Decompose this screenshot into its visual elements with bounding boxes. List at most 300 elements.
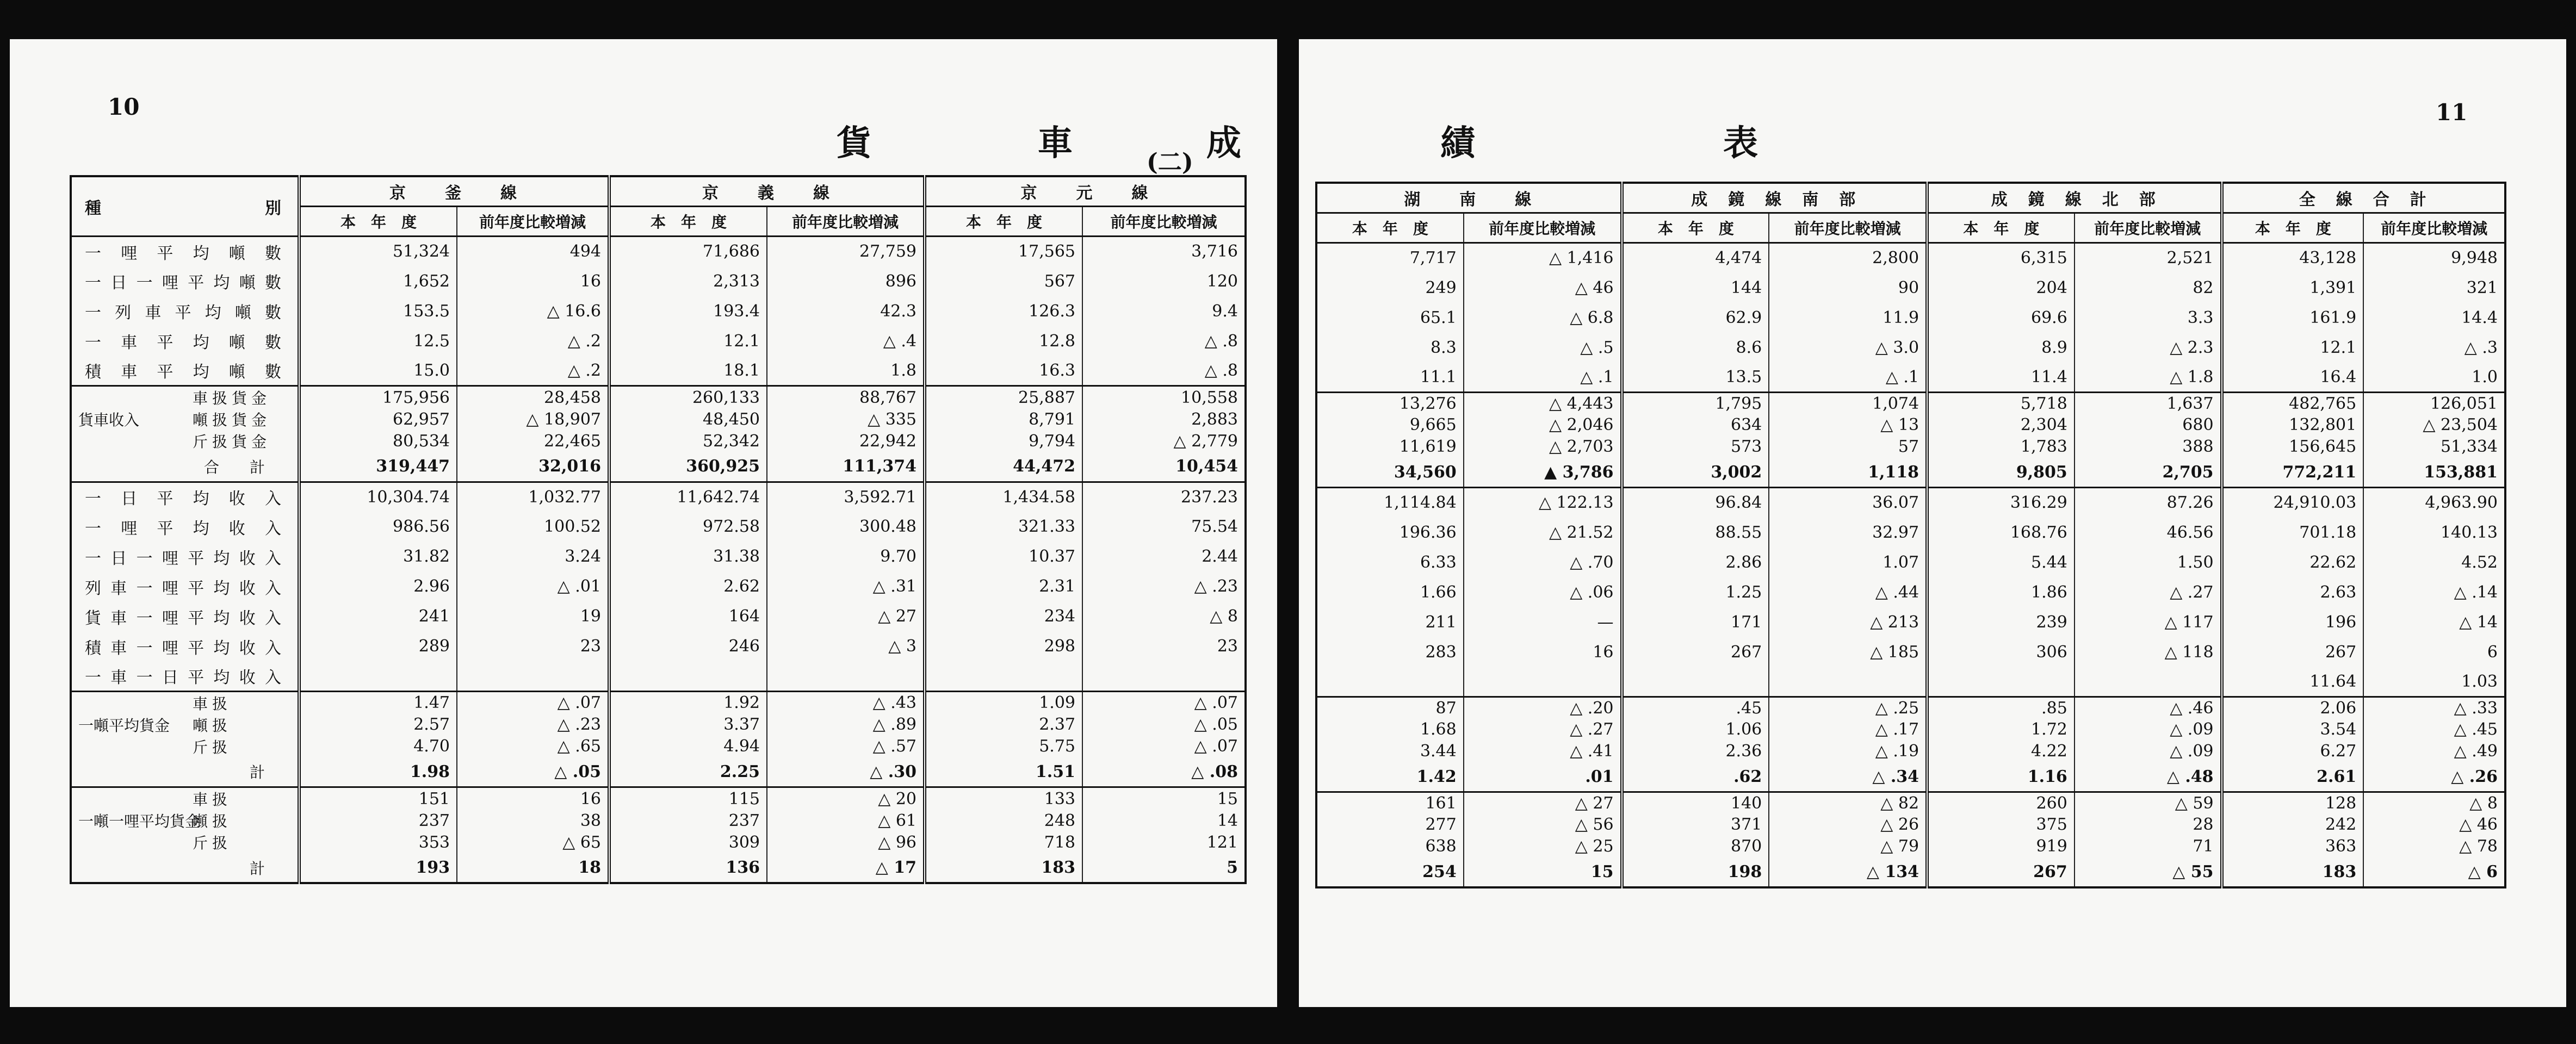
table-cell: 306 [1927,637,2075,667]
table-cell: 80,534 [299,430,457,452]
table-cell: 16.4 [2222,363,2364,393]
table-cell: 12.5 [299,326,457,356]
col-compare: 前年度比較増減 [457,207,609,237]
table-row [71,810,1246,831]
table-cell: 22.62 [2222,548,2364,577]
table-cell: △ 8 [2363,792,2505,814]
table-cell: ▲ 3,786 [1464,458,1622,488]
table-cell: 267 [1622,637,1769,667]
row-label: 一 哩 平 均 收 入 [71,512,299,542]
table-cell: 4.22 [1927,741,2075,762]
table-cell: 196 [2222,607,2364,637]
table-cell: .85 [1927,697,2075,719]
table-cell: 1,637 [2075,393,2222,414]
total-label: 計 [71,757,299,787]
table-cell: 14 [1082,810,1246,831]
table-cell: 1.07 [1769,548,1927,577]
table-cell: 919 [1927,836,2075,857]
table-cell: △ .5 [1464,333,1622,363]
table-cell: △ 65 [457,831,609,853]
right-table [1315,182,2506,888]
table-cell: △ .27 [2075,577,2222,607]
total-row [1316,762,2505,792]
table-cell: 19 [457,601,609,631]
table-cell: △ .27 [1464,719,1622,741]
table-cell: 283 [1316,637,1464,667]
table-cell: 1,434.58 [925,482,1082,512]
table-cell: △ .34 [1769,762,1927,792]
table-cell: 16 [1464,637,1622,667]
table-cell: 8.9 [1927,333,2075,363]
table-cell: 319,447 [299,452,457,482]
table-cell: △ 1.8 [2075,363,2222,393]
table-row [1316,273,2505,303]
line-kankyo-south: 成 鏡 線 南 部 [1622,183,1928,213]
table-cell: △ .48 [2075,762,2222,792]
table-cell: 2,304 [1927,414,2075,436]
table-cell: 1.25 [1622,577,1769,607]
table-cell: 17,565 [925,237,1082,266]
table-cell: △ 18,907 [457,408,609,430]
table-cell: 360,925 [609,452,767,482]
table-cell: △ .17 [1769,719,1927,741]
table-cell: 4,963.90 [2363,488,2505,518]
table-cell: 151 [299,787,457,810]
table-cell: 28 [2075,814,2222,836]
table-cell: △ .57 [767,736,925,757]
table-cell: 11.1 [1316,363,1464,393]
table-cell: 44,472 [925,452,1082,482]
table-cell: △ 335 [767,408,925,430]
table-cell: 2.57 [299,714,457,736]
table-cell: △ .23 [457,714,609,736]
line-konan: 湖 南 線 [1316,183,1622,213]
table-cell: 87 [1316,697,1464,719]
table-cell: △ 27 [1464,792,1622,814]
kind-header: 種 別 [71,176,299,237]
table-cell: 111,374 [767,452,925,482]
table-cell: 204 [1927,273,2075,303]
table-cell: △ .41 [1464,741,1622,762]
table-cell [609,661,767,691]
row-label [71,430,299,452]
table-cell: 13.5 [1622,363,1769,393]
col-this-year: 本 年 度 [1316,213,1464,243]
table-cell: △ 3.0 [1769,333,1927,363]
table-cell: 267 [1927,857,2075,887]
table-row [1316,667,2505,697]
table-cell: △ .1 [1769,363,1927,393]
table-cell: 1,391 [2222,273,2364,303]
table-cell: △ .4 [767,326,925,356]
table-cell: 43,128 [2222,243,2364,273]
table-cell: 168.76 [1927,518,2075,548]
table-row [1316,577,2505,607]
table-cell: 1.51 [925,757,1082,787]
table-cell: 634 [1622,414,1769,436]
left-page [10,39,1277,1007]
table-row [1316,814,2505,836]
table-cell: 1.09 [925,691,1082,714]
table-cell: 8,791 [925,408,1082,430]
table-cell: 16 [457,266,609,296]
table-cell: 986.56 [299,512,457,542]
table-cell: 175,956 [299,386,457,409]
table-cell: 13,276 [1316,393,1464,414]
row-label [71,691,299,714]
table-cell: 9,794 [925,430,1082,452]
table-cell: △ .70 [1464,548,1622,577]
table-cell: △ 6 [2363,857,2505,887]
row-label [71,736,299,757]
table-cell: 62.9 [1622,303,1769,333]
table-cell: △ .2 [457,356,609,386]
sub-label: 車扱貨金 [193,389,271,407]
table-cell: 3.3 [2075,303,2222,333]
table-cell: △ .08 [1082,757,1246,787]
table-cell: 289 [299,631,457,661]
table-cell: △ .33 [2363,697,2505,719]
table-cell: 11.9 [1769,303,1927,333]
table-cell: 254 [1316,857,1464,887]
table-cell: 321.33 [925,512,1082,542]
table-cell: 11,619 [1316,436,1464,458]
table-cell: 8.3 [1316,333,1464,363]
table-cell: 267 [2222,637,2364,667]
table-cell: △ .49 [2363,741,2505,762]
table-cell: △ 134 [1769,857,1927,887]
table-cell: 249 [1316,273,1464,303]
table-cell: 3.24 [457,542,609,571]
row-label [71,386,299,409]
table-cell: △ .46 [2075,697,2222,719]
table-cell: 237 [609,810,767,831]
col-compare: 前年度比較増減 [767,207,925,237]
table-cell: 371 [1622,814,1769,836]
group-label: 貨車收入 [78,411,140,429]
col-this-year: 本 年 度 [299,207,457,237]
table-cell: 156,645 [2222,436,2364,458]
table-cell: 248 [925,810,1082,831]
table-cell: △ .3 [2363,333,2505,363]
table-cell: 11.64 [2222,667,2364,697]
table-cell: 972.58 [609,512,767,542]
group-label: 一噸平均貨金 [78,716,170,735]
table-cell: △ 14 [2363,607,2505,637]
table-row [1316,607,2505,637]
table-cell: △ .09 [2075,741,2222,762]
table-cell: 140.13 [2363,518,2505,548]
total-row [1316,857,2505,887]
table-cell: 46.56 [2075,518,2222,548]
table-cell: 2.96 [299,571,457,601]
line-keigi: 京 義 線 [609,176,925,207]
table-cell: △ .07 [1082,691,1246,714]
table-cell: △ 17 [767,853,925,883]
table-cell: 3,716 [1082,237,1246,266]
table-cell: 11,642.74 [609,482,767,512]
col-compare: 前年度比較増減 [1082,207,1246,237]
table-cell: △ 117 [2075,607,2222,637]
table-cell: 71,686 [609,237,767,266]
table-cell: 183 [925,853,1082,883]
table-cell: 65.1 [1316,303,1464,333]
table-cell: 1.42 [1316,762,1464,792]
table-cell: 1,783 [1927,436,2075,458]
row-label [71,408,299,430]
total-label: 計 [71,853,299,883]
row-label: 一 車 平 均 噸 數 [71,326,299,356]
sub-label: 斤扱貨金 [193,433,271,451]
table-cell: 51,324 [299,237,457,266]
table-cell: △ 118 [2075,637,2222,667]
table-cell: △ 96 [767,831,925,853]
table-cell: 62,957 [299,408,457,430]
table-cell: 96.84 [1622,488,1769,518]
table-cell: 1,795 [1622,393,1769,414]
table-cell: 164 [609,601,767,631]
table-cell: 27,759 [767,237,925,266]
title-char-2: 車 [1038,123,1075,164]
table-cell: 680 [2075,414,2222,436]
table-cell: 6.33 [1316,548,1464,577]
subtitle: (二) [1147,148,1193,176]
table-cell: 896 [767,266,925,296]
table-cell: .45 [1622,697,1769,719]
table-cell [1622,667,1769,697]
table-cell [767,661,925,691]
table-cell [1316,667,1464,697]
table-cell: 239 [1927,607,2075,637]
table-cell [299,661,457,691]
table-cell: 18.1 [609,356,767,386]
table-row [1316,741,2505,762]
col-compare: 前年度比較増減 [2363,213,2505,243]
table-cell: △ 55 [2075,857,2222,887]
line-total: 全 線 合 計 [2222,183,2505,213]
table-cell: 120 [1082,266,1246,296]
table-row [71,386,1246,409]
col-this-year: 本 年 度 [1927,213,2075,243]
table-cell: 32.97 [1769,518,1927,548]
table-cell: 3,592.71 [767,482,925,512]
table-cell: 638 [1316,836,1464,857]
title-char-1: 貨 [837,123,874,164]
table-cell: 482,765 [2222,393,2364,414]
table-cell: 7,717 [1316,243,1464,273]
table-cell: 126,051 [2363,393,2505,414]
table-cell: 2,521 [2075,243,2222,273]
table-cell: △ .14 [2363,577,2505,607]
table-row [1316,303,2505,333]
table-cell: 121 [1082,831,1246,853]
table-cell: 18 [457,853,609,883]
table-cell: 2.25 [609,757,767,787]
table-cell: 1,074 [1769,393,1927,414]
table-row [1316,637,2505,667]
table-cell: 2.06 [2222,697,2364,719]
col-compare: 前年度比較増減 [1769,213,1927,243]
table-cell: △ 2,779 [1082,430,1246,452]
table-cell: △ .89 [767,714,925,736]
table-cell: △ .23 [1082,571,1246,601]
table-cell: 14.4 [2363,303,2505,333]
table-cell: △ 46 [1464,273,1622,303]
table-cell: 15.0 [299,356,457,386]
table-cell: △ .1 [1464,363,1622,393]
table-row [1316,697,2505,719]
table-cell: 1.68 [1316,719,1464,741]
table-row [1316,333,2505,363]
row-label: 積 車 平 均 噸 數 [71,356,299,386]
table-cell: 6,315 [1927,243,2075,273]
table-cell: 31.38 [609,542,767,571]
table-cell: △ .07 [457,691,609,714]
table-cell: 25,887 [925,386,1082,409]
table-cell: △ 185 [1769,637,1927,667]
table-cell: 237.23 [1082,482,1246,512]
table-cell: △ .43 [767,691,925,714]
table-cell: .01 [1464,762,1622,792]
table-cell: △ .8 [1082,356,1246,386]
table-cell: 51,334 [2363,436,2505,458]
table-cell: 75.54 [1082,512,1246,542]
table-cell: 5.75 [925,736,1082,757]
left-table [70,175,1247,884]
table-cell: 1,652 [299,266,457,296]
table-cell: 12.1 [2222,333,2364,363]
table-cell [925,661,1082,691]
table-row [1316,719,2505,741]
table-cell: 52,342 [609,430,767,452]
row-label [71,831,299,853]
table-cell: 132,801 [2222,414,2364,436]
col-this-year: 本 年 度 [1622,213,1769,243]
table-cell: 298 [925,631,1082,661]
table-cell: 1.16 [1927,762,2075,792]
table-cell: 9.70 [767,542,925,571]
sub-label: 噸扱貨金 [193,411,271,429]
table-cell: 22,942 [767,430,925,452]
table-cell: 171 [1622,607,1769,637]
table-cell: △ 56 [1464,814,1622,836]
table-cell: 2.63 [2222,577,2364,607]
table-cell: △ 2.3 [2075,333,2222,363]
row-label: 積車一哩平均收入 [71,631,299,661]
table-row [71,512,1246,542]
line-keifu: 京 釜 線 [299,176,609,207]
row-label [71,787,299,810]
table-cell: △ .06 [1464,577,1622,607]
table-cell: 71 [2075,836,2222,857]
sub-label: 斤扱 [193,738,232,756]
table-cell: △ 16.6 [457,296,609,326]
total-row [71,452,1246,482]
table-cell: 193 [299,853,457,883]
table-cell: 2.37 [925,714,1082,736]
table-cell: 718 [925,831,1082,853]
row-label: 一車一日平均收入 [71,661,299,691]
table-row [71,787,1246,810]
row-label: 列車一哩平均收入 [71,571,299,601]
table-cell: 2.61 [2222,762,2364,792]
table-row [71,356,1246,386]
table-cell: 161 [1316,792,1464,814]
table-cell: 260,133 [609,386,767,409]
table-cell: △ .01 [457,571,609,601]
total-row [71,757,1246,787]
table-cell: △ 2,703 [1464,436,1622,458]
table-cell: 126.3 [925,296,1082,326]
table-cell: 1.0 [2363,363,2505,393]
table-cell: △ 122.13 [1464,488,1622,518]
table-cell: 128 [2222,792,2364,814]
table-cell: △ 23,504 [2363,414,2505,436]
table-cell: 2,705 [2075,458,2222,488]
table-row [71,237,1246,266]
table-cell: 16.3 [925,356,1082,386]
total-row [1316,458,2505,488]
table-cell: △ .05 [1082,714,1246,736]
table-row [71,691,1246,714]
table-cell: 241 [299,601,457,631]
table-cell: △ 25 [1464,836,1622,857]
right-page [1299,39,2566,1007]
table-cell: △ 59 [2075,792,2222,814]
table-cell [1927,667,2075,697]
table-cell: △ 6.8 [1464,303,1622,333]
table-cell: 133 [925,787,1082,810]
table-cell [1464,667,1622,697]
table-cell: 1.86 [1927,577,2075,607]
table-cell: 388 [2075,436,2222,458]
table-cell: 10,558 [1082,386,1246,409]
table-cell: △ 21.52 [1464,518,1622,548]
line-keigen: 京 元 線 [925,176,1246,207]
table-cell: 82 [2075,273,2222,303]
sub-label: 車扱 [193,791,232,809]
table-cell: 2.31 [925,571,1082,601]
table-cell: 24,910.03 [2222,488,2364,518]
table-cell: 1.06 [1622,719,1769,741]
table-cell: △ 82 [1769,792,1927,814]
table-cell: 161.9 [2222,303,2364,333]
table-cell: 88,767 [767,386,925,409]
table-cell: 16 [457,787,609,810]
table-cell: 573 [1622,436,1769,458]
row-label: 一 列 車 平 均 噸 數 [71,296,299,326]
table-cell: 309 [609,831,767,853]
table-cell: 12.1 [609,326,767,356]
table-row [71,430,1246,452]
table-cell: 300.48 [767,512,925,542]
table-cell: .62 [1622,762,1769,792]
table-cell: 183 [2222,857,2364,887]
table-cell: 34,560 [1316,458,1464,488]
table-row [71,482,1246,512]
table-cell: 136 [609,853,767,883]
table-cell: 1.8 [767,356,925,386]
row-label [71,714,299,736]
table-cell: 8.6 [1622,333,1769,363]
table-cell [2075,667,2222,697]
table-cell: △ .19 [1769,741,1927,762]
table-cell: 701.18 [2222,518,2364,548]
table-cell: 3.54 [2222,719,2364,741]
table-cell: 1.72 [1927,719,2075,741]
table-cell: 10,454 [1082,452,1246,482]
table-cell: 196.36 [1316,518,1464,548]
